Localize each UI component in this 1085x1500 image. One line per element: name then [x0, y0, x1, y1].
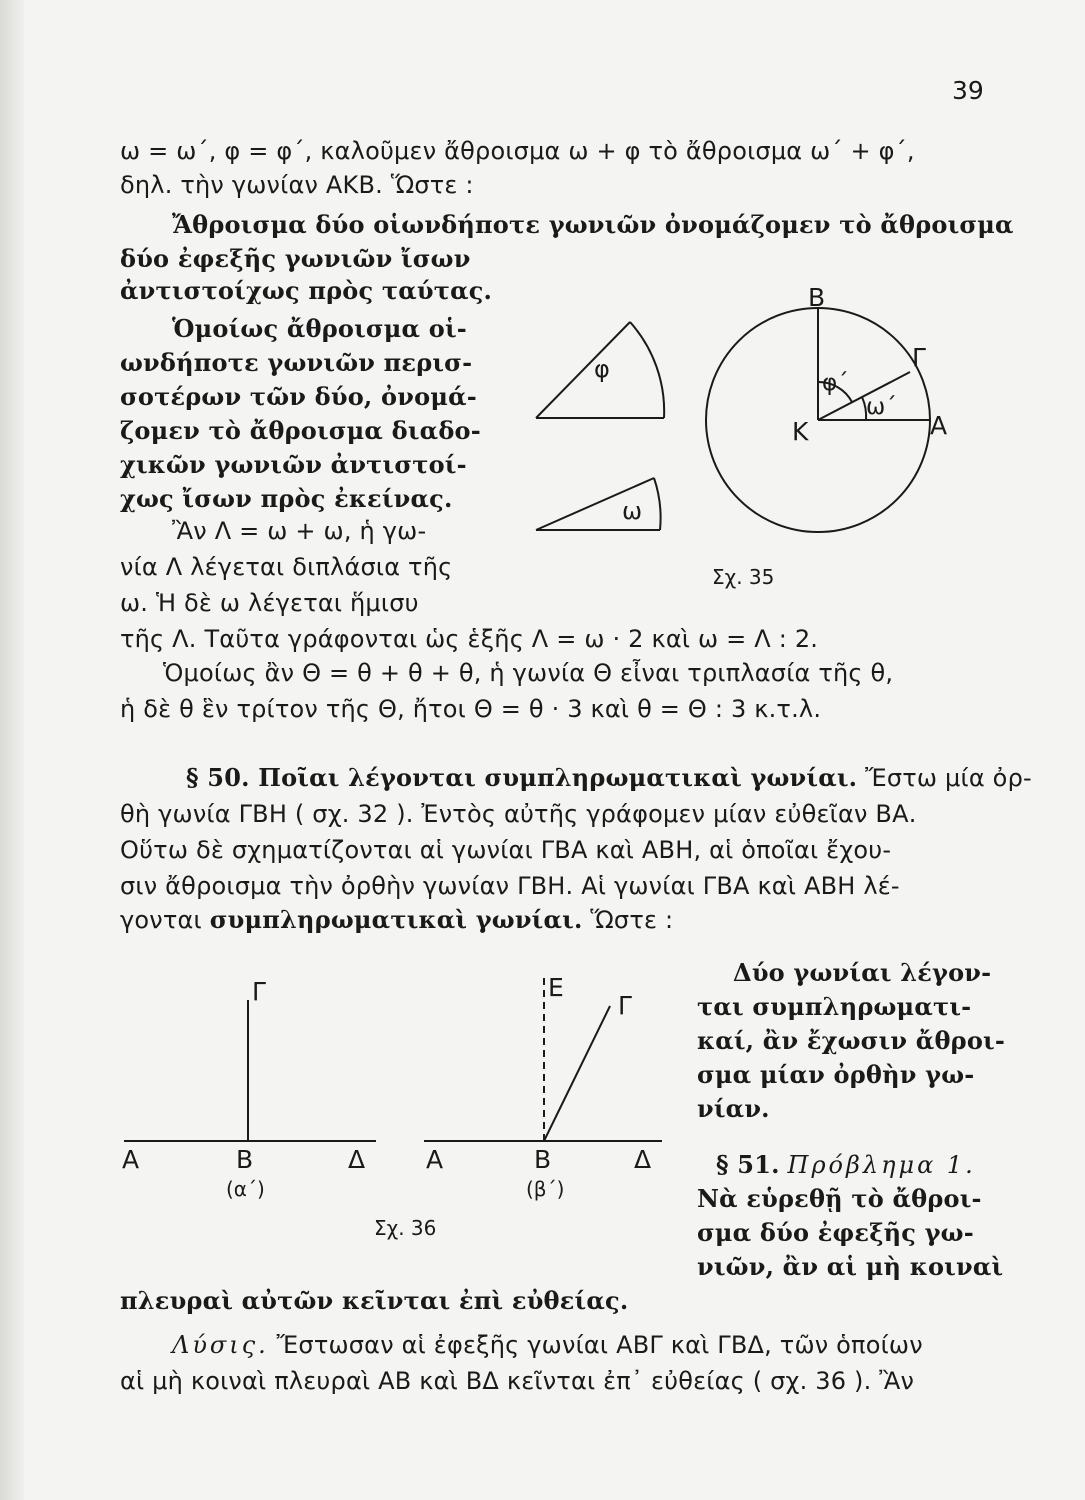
definition-line: χικῶν γωνιῶν ἀντιστοί-	[120, 450, 467, 479]
fig36a-label-d: Δ	[348, 1145, 366, 1174]
problem-line: πλευραὶ αὐτῶν κεῖνται ἐπὶ εὐθείας.	[120, 1286, 629, 1315]
section-51-heading	[716, 1150, 976, 1180]
sector-phi-arc	[630, 322, 664, 418]
definition-line: Ὁμοίως ἄθροισμα οἱ-	[172, 314, 467, 343]
text-line: Ἂν Λ = ω + ω, ἡ γω-	[172, 517, 427, 545]
circle-k	[706, 308, 930, 532]
text-line: σιν ἄθροισμα τὴν ὀρθὴν γωνίαν ΓΒΗ. Αἱ γωνίαι ΓΒΑ καὶ ΑΒΗ λέ-	[120, 872, 900, 900]
label-phi: φ	[594, 355, 610, 383]
fig36b-label-d: Δ	[634, 1145, 652, 1174]
label-omega-prime: ω΄	[866, 394, 897, 420]
text-span: Ὥστε :	[590, 906, 674, 934]
fig36-sub-a: (α΄)	[226, 1177, 265, 1201]
text-line	[172, 1330, 923, 1360]
text-line: τῆς Λ. Ταῦτα γράφονται ὡς ἑξῆς Λ = ω · 2 καὶ ω = Λ : 2.	[120, 625, 819, 653]
sector-omega-arc	[654, 478, 661, 530]
definition-line: ωνδήποτε γωνιῶν περισ-	[120, 348, 473, 377]
section-heading-bold: § 50. Ποῖαι λέγονται συμπληρωματικαὶ γωνίαι.	[186, 763, 858, 792]
figure-35-caption: Σχ. 35	[712, 565, 775, 589]
text-line: θὴ γωνία ΓΒΗ ( σχ. 32 ). Ἐντὸς αὐτῆς γράφομεν μίαν εὐθεῖαν ΒΑ.	[120, 800, 917, 828]
fig36b-ray-bg	[544, 1006, 610, 1141]
label-point-k: Κ	[792, 417, 809, 446]
label-point-b: Β	[808, 283, 826, 312]
text-line: ω. Ἡ δὲ ω λέγεται ἥμισυ	[120, 589, 419, 617]
sector-omega-side	[536, 478, 654, 530]
lysis-label: Λύσις.	[172, 1331, 269, 1359]
text-line: αἱ μὴ κοιναὶ πλευραὶ ΑΒ καὶ ΒΔ κεῖνται ἐπ᾽ εὐθείας ( σχ. 36 ). Ἂν	[120, 1367, 915, 1395]
figure-36-caption: Σχ. 36	[374, 1216, 437, 1240]
fig36a-label-a: Α	[122, 1145, 140, 1174]
arc-phi-prime	[818, 382, 852, 402]
radius-kg	[818, 372, 910, 420]
text-span: Ἔστωσαν αἱ ἐφεξῆς γωνίαι ΑΒΓ καὶ ΓΒΔ, τῶν ὁποίων	[276, 1331, 923, 1359]
label-point-g: Γ	[912, 343, 926, 372]
definition-line: χως ἴσων πρὸς ἐκείνας.	[120, 484, 453, 513]
text-line: δηλ. τὴν γωνίαν ΑΚΒ. Ὥστε :	[120, 171, 474, 199]
problem-title: Πρόβλημα 1.	[787, 1151, 976, 1179]
page-gutter-shadow	[0, 0, 24, 1500]
label-phi-prime: φ΄	[822, 370, 849, 396]
term-bold: συμπληρωματικαὶ γωνίαι.	[209, 905, 583, 934]
text-line: Ὁμοίως ἂν Θ = θ + θ + θ, ἡ γωνία Θ εἶναι τριπλασία τῆς θ,	[163, 659, 894, 687]
definition-line: ἀντιστοίχως πρὸς ταύτας.	[120, 276, 493, 305]
fig36a-label-g: Γ	[252, 977, 266, 1006]
label-omega: ω	[622, 497, 643, 525]
page-number: 39	[952, 76, 984, 105]
section-heading-tail: Ἔστω μία ὀρ-	[865, 764, 1032, 792]
definition-line: Δύο γωνίαι λέγον-	[733, 958, 992, 987]
arc-omega-prime	[862, 397, 866, 420]
fig36b-label-g: Γ	[618, 991, 632, 1020]
problem-line: σμα δύο ἐφεξῆς γω-	[697, 1218, 974, 1247]
definition-line: ζομεν τὸ ἄθροισμα διαδο-	[120, 416, 481, 445]
text-line	[120, 905, 673, 935]
text-line: ω = ω΄, φ = φ΄, καλοῦμεν ἄθροισμα ω + φ τὸ ἄθροισμα ω΄ + φ΄,	[120, 137, 915, 165]
definition-line: Ἄθροισμα δύο οἱωνδήποτε γωνιῶν ὀνομάζομεν τὸ ἄθροισμα	[172, 210, 1014, 239]
text-span: γονται	[120, 906, 202, 934]
problem-line: Νὰ εὑρεθῇ τὸ ἄθροι-	[697, 1184, 982, 1213]
fig36b-label-a: Α	[426, 1145, 444, 1174]
fig36b-label-e: Ε	[548, 973, 564, 1002]
label-point-a: Α	[930, 411, 948, 440]
text-line: νία Λ λέγεται διπλάσια τῆς	[120, 553, 453, 581]
sector-phi-side	[536, 322, 630, 418]
text-line: ἡ δὲ θ ἓν τρίτον τῆς Θ, ἤτοι Θ = θ · 3 καὶ θ = Θ : 3 κ.τ.λ.	[120, 695, 822, 723]
definition-line: νίαν.	[697, 1094, 770, 1123]
definition-line: καί, ἂν ἔχωσιν ἄθροι-	[697, 1026, 1006, 1055]
fig36a-label-b: Β	[236, 1145, 254, 1174]
definition-line: σοτέρων τῶν δύο, ὀνομά-	[120, 382, 477, 411]
definition-line: ται συμπληρωματι-	[697, 992, 972, 1021]
section-50-heading	[186, 763, 1032, 793]
definition-line: σμα μίαν ὀρθὴν γω-	[697, 1060, 975, 1089]
fig36-sub-b: (β΄)	[526, 1177, 565, 1201]
definition-line: δύο ἐφεξῆς γωνιῶν ἴσων	[120, 244, 471, 273]
section-label: § 51.	[716, 1150, 780, 1179]
text-line: Οὕτω δὲ σχηματίζονται αἱ γωνίαι ΓΒΑ καὶ ΑΒΗ, αἱ ὁποῖαι ἔχου-	[120, 836, 892, 864]
fig36b-label-b: Β	[534, 1145, 552, 1174]
problem-line: νιῶν, ἂν αἱ μὴ κοιναὶ	[697, 1252, 1004, 1281]
